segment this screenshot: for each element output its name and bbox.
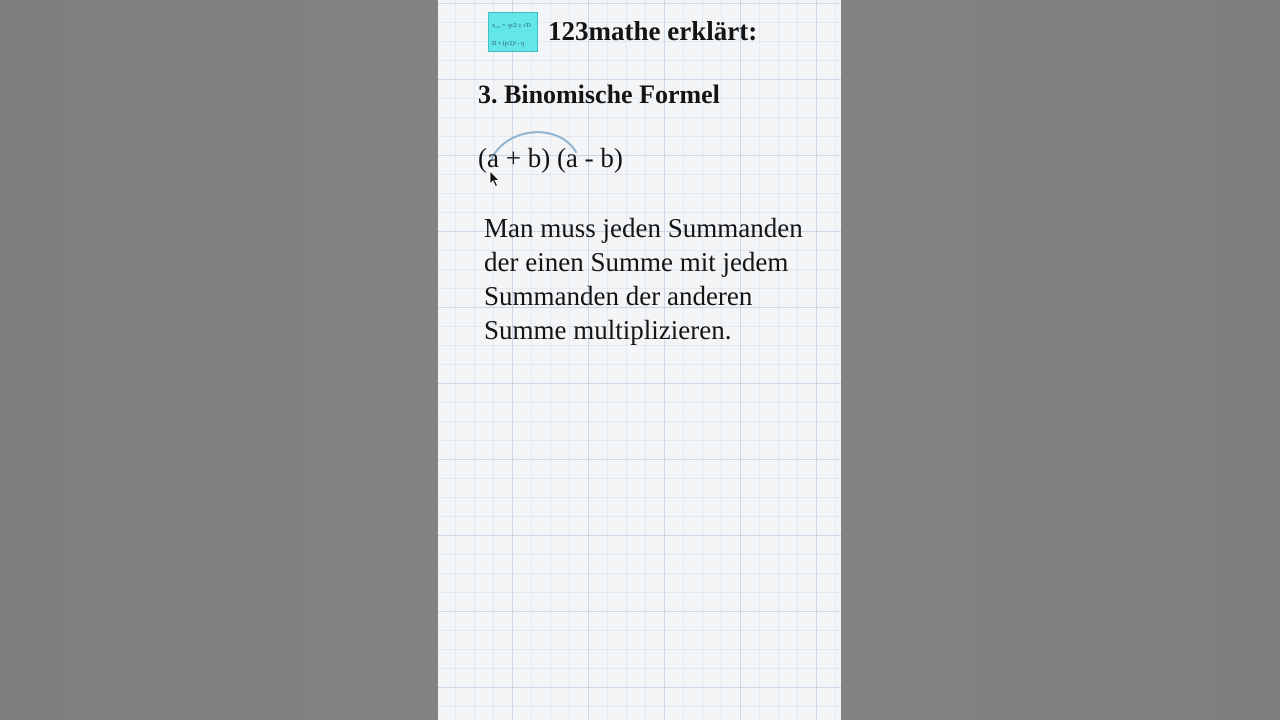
- logo-line-1: x₁,₂ = -p/2 ± √D: [492, 23, 531, 29]
- explanation-line-2: der einen Summe mit jedem: [484, 247, 789, 277]
- section-title: 3. Binomische Formel: [478, 80, 720, 109]
- logo-icon: [488, 12, 538, 52]
- logo-line-2: D = (p/2)² - q: [492, 41, 525, 47]
- logo-formula-graphic: [489, 13, 539, 53]
- explanation-line-3: Summanden der anderen: [484, 281, 753, 311]
- explanation-line-1: Man muss jeden Summanden: [484, 213, 803, 243]
- formula: (a + b) (a - b): [478, 143, 623, 173]
- grid-paper: [438, 0, 841, 720]
- mouse-pointer-icon: [489, 170, 501, 188]
- brand-title: 123mathe erklärt:: [548, 16, 758, 46]
- explanation-line-4: Summe multiplizieren.: [484, 315, 732, 345]
- explanation-text: [484, 211, 840, 347]
